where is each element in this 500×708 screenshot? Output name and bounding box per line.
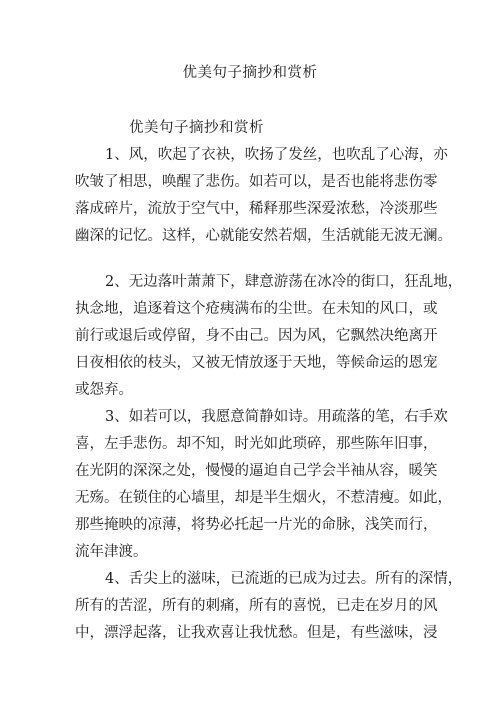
document-subtitle: 优美句子摘抄和赏析 [129,120,264,136]
paragraph-3-line-3: 在光阴的深深之处，慢慢的逼迫自己学会半袖从容，暖笑 [75,463,438,479]
paragraph-1-line-3: 落成碎片，流放于空气中，稀释那些深爱浓愁，冷淡那些 [75,201,438,217]
paragraph-4-line-3: 中，漂浮起落，让我欢喜让我忧愁。但是，有些滋味，浸 [75,625,438,641]
paragraph-3-line-2: 喜，左手悲伤。却不知，时光如此琐碎，那些陈年旧事， [75,436,438,452]
paragraph-2-line-1: 2、无边落叶萧萧下，肆意游荡在冰冷的街口，狂乱地， [105,274,463,290]
paragraph-3-line-5: 那些掩映的凉薄，将势必托起一片光的命脉，浅笑而行， [75,517,438,533]
document-title: 优美句子摘抄和赏析 [182,65,318,81]
paragraph-2-line-4: 日夜相依的枝头，又被无情放逐于天地，等候命运的恩宠 [75,355,438,371]
paragraph-2-line-3: 前行或退后或停留，身不由己。因为风，它飘然决绝离开 [75,328,438,344]
paragraph-1-line-1: 1、风，吹起了衣袂，吹扬了发丝，也吹乱了心海，亦 [105,147,448,163]
paragraph-3-line-1: 3、如若可以，我愿意简静如诗。用疏落的笔，右手欢 [105,409,448,425]
paragraph-2-line-5: 或怨弃。 [75,382,133,398]
paragraph-3-line-4: 无殇。在锁住的心墙里，却是半生烟火，不惹清瘦。如此， [75,490,452,506]
paragraph-1-line-2: 吹皱了相思，唤醒了悲伤。如若可以，是否也能将悲伤零 [75,174,438,190]
paragraph-4-line-2: 所有的苦涩，所有的刺痛，所有的喜悦，已走在岁月的风 [75,598,438,614]
paragraph-2-line-2: 执念地，追逐着这个疮痍满布的尘世。在未知的风口，或 [75,301,438,317]
paragraph-1-line-4: 幽深的记忆。这样，心就能安然若烟，生活就能无波无澜。 [75,228,452,244]
paragraph-3-line-6: 流年津渡。 [75,544,148,560]
paragraph-4-line-1: 4、舌尖上的滋味，已流逝的已成为过去。所有的深情， [105,571,463,587]
